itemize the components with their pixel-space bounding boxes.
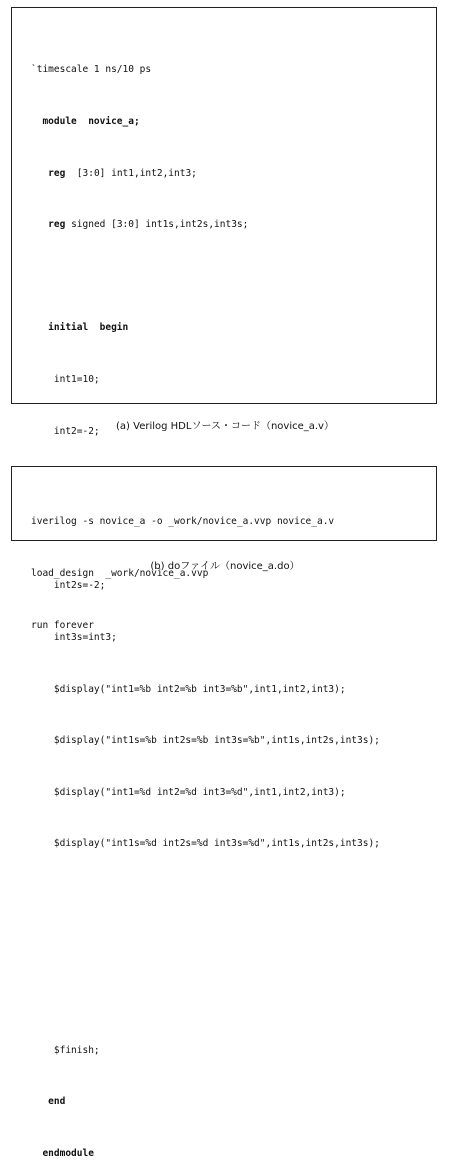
code-line-19 xyxy=(31,990,450,1007)
code-line-22: endmodule xyxy=(31,1147,94,1159)
do-file-code-block xyxy=(31,479,450,668)
code-line-2 xyxy=(31,113,450,130)
code-line-12: int3s=int3; xyxy=(31,631,117,643)
code-line-15: $display("int1=%d int2=%d int3=%d",int1,int2,int3); xyxy=(31,786,346,798)
code-line-13: $display("int1=%b int2=%b int3=%b",int1,int2,int3); xyxy=(31,683,346,695)
code-line-21: end xyxy=(31,1096,66,1108)
code-line-11: int2s=-2; xyxy=(31,580,106,592)
code-line-3: reg [3:0] int1,int2,int3; xyxy=(48,167,197,179)
code-line-8: int2=-2; xyxy=(31,425,100,437)
code-line-6: initial begin xyxy=(31,322,129,334)
code-line-5 xyxy=(31,268,450,285)
do-line-3: run forever xyxy=(31,619,94,631)
do-line-2: load_design _work/novice_a.vvp xyxy=(31,568,209,579)
code-line-1: `timescale 1 ns/10 ps xyxy=(31,64,152,76)
code-line-16: $display("int1s=%d int2s=%d int3s=%d",int1s,int2s,int3s); xyxy=(31,838,380,850)
caption-a: (a) Verilog HDLソース・コード（novice_a.v） xyxy=(116,421,334,432)
code-line-17 xyxy=(31,887,450,904)
caption-b: (b) doファイル（novice_a.do） xyxy=(150,561,300,572)
code-line-2-text: module novice_a; xyxy=(31,116,140,127)
do-line-1: iverilog -s novice_a -o _work/novice_a.vvp novice_a.v xyxy=(31,516,335,528)
code-line-4: reg signed [3:0] int1s,int2s,int3s; xyxy=(48,219,249,231)
code-line-7: int1=10; xyxy=(31,373,100,385)
code-line-14: $display("int1s=%b int2s=%b int3s=%b",int1s,int2s,int3s); xyxy=(31,735,380,747)
code-line-20: $finish; xyxy=(31,1044,100,1056)
code-line-18 xyxy=(31,939,450,956)
